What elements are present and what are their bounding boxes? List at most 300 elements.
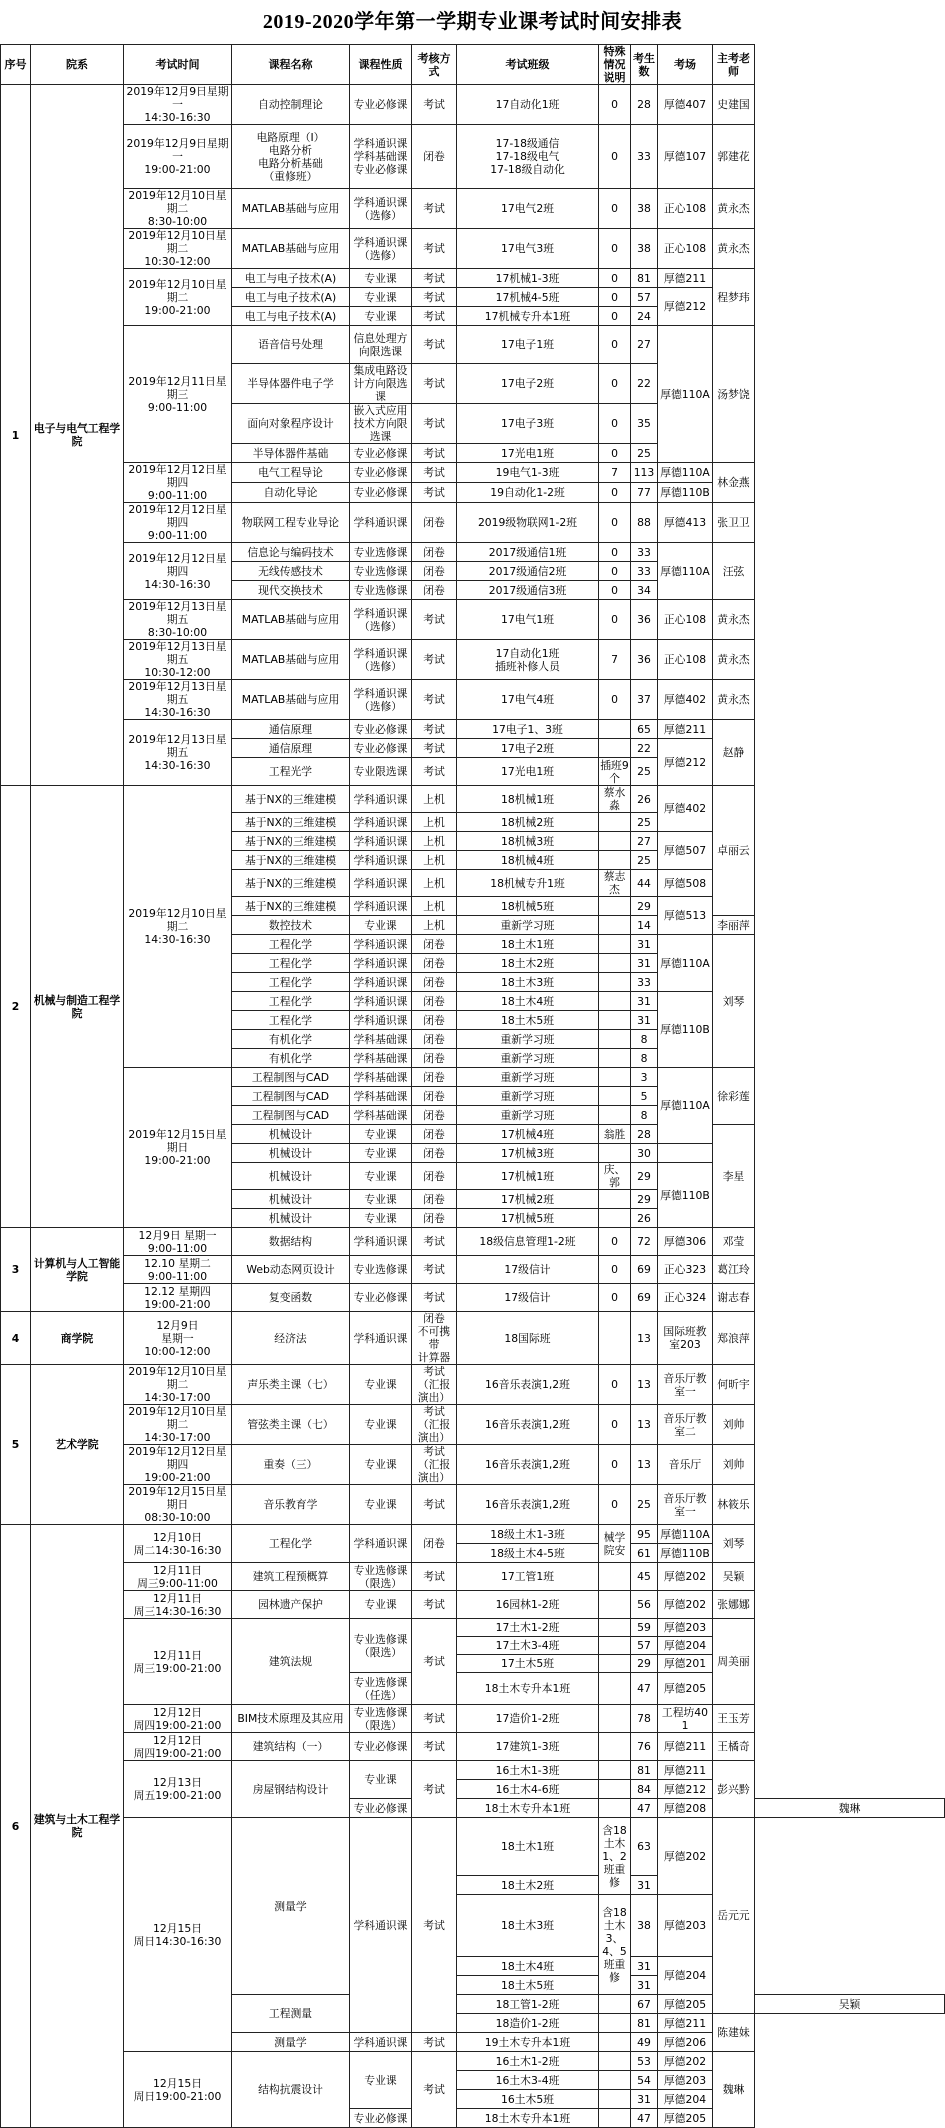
table-row xyxy=(1,1365,945,1405)
table-cell xyxy=(599,739,631,758)
table-cell: 3 xyxy=(631,1068,658,1087)
table-cell: 厚德110B xyxy=(658,483,713,503)
table-cell: 0 xyxy=(599,680,631,720)
table-cell xyxy=(599,1312,631,1365)
table-cell: 0 xyxy=(599,1228,631,1256)
table-cell: 厚德110A xyxy=(658,326,713,463)
table-cell: 考试 xyxy=(412,483,457,503)
table-cell: 重新学习班 xyxy=(457,1068,599,1087)
table-cell: 16音乐表演1,2班 xyxy=(457,1405,599,1445)
table-cell: 18级土木4-5班 xyxy=(457,1544,599,1563)
table-cell: 学科通识课 xyxy=(350,870,412,897)
table-cell xyxy=(599,1733,631,1761)
table-cell: 16土木5班 xyxy=(457,2090,599,2109)
table-cell: 音乐厅教室一 xyxy=(658,1485,713,1525)
table-cell: 18土木2班 xyxy=(457,954,599,973)
department-cell: 建筑与土木工程学院 xyxy=(31,1525,124,2128)
table-cell: 专业课 xyxy=(350,1144,412,1163)
table-row xyxy=(1,85,945,125)
table-cell: 学科通识课 （选修） xyxy=(350,680,412,720)
table-cell: 2017级通信1班 xyxy=(457,543,599,562)
table-cell: 16音乐表演1,2班 xyxy=(457,1365,599,1405)
table-cell: 专业必修课 xyxy=(350,2109,412,2128)
table-cell: 程梦玮 xyxy=(713,269,755,326)
table-cell: 67 xyxy=(631,1995,658,2014)
table-cell: 学科基础课 xyxy=(350,1068,412,1087)
table-cell: 工程测量 xyxy=(232,1995,350,2033)
table-cell: 学科通识课 学科基础课 专业必修课 xyxy=(350,125,412,189)
table-cell: 闭卷 xyxy=(412,581,457,600)
table-cell: 2019级物联网1-2班 xyxy=(457,503,599,543)
table-cell: 结构抗震设计 xyxy=(232,2052,350,2128)
table-cell xyxy=(599,1780,631,1799)
table-cell: 考试 xyxy=(412,1619,457,1705)
table-cell xyxy=(599,2109,631,2128)
table-cell: 88 xyxy=(631,503,658,543)
table-cell xyxy=(599,1761,631,1780)
department-cell: 商学院 xyxy=(31,1312,124,1365)
table-cell: 机械设计 xyxy=(232,1144,350,1163)
table-cell: 考试（汇报演出） xyxy=(412,1405,457,1445)
table-cell: 厚德107 xyxy=(658,125,713,189)
table-cell: 17机械1班 xyxy=(457,1163,599,1190)
table-cell: 考试 xyxy=(412,463,457,483)
table-cell: 0 xyxy=(599,600,631,640)
table-cell: 闭卷 xyxy=(412,1106,457,1125)
row-index: 2 xyxy=(1,786,31,1228)
table-cell: 2019年12月15日星期日 19:00-21:00 xyxy=(124,1068,232,1228)
table-cell: 闭卷 xyxy=(412,973,457,992)
table-cell: 厚德206 xyxy=(658,2033,713,2052)
table-cell: 闭卷 xyxy=(412,1163,457,1190)
table-cell: 厚德208 xyxy=(658,1799,713,1818)
table-cell: 76 xyxy=(631,1733,658,1761)
table-cell: 专业选修课 （限选） xyxy=(350,1619,412,1673)
table-cell: 魏琳 xyxy=(713,2052,755,2128)
table-cell: 2019年12月10日星期二 14:30-16:30 xyxy=(124,786,232,1068)
table-cell: 17机械4班 xyxy=(457,1125,599,1144)
table-cell: 学科通识课 （选修） xyxy=(350,229,412,269)
table-row xyxy=(1,786,945,813)
table-cell: 考试 xyxy=(412,640,457,680)
table-cell: 专业必修课 xyxy=(350,1733,412,1761)
table-cell: 考试 xyxy=(412,1733,457,1761)
table-cell: 17电气2班 xyxy=(457,189,599,229)
table-cell: 电工与电子技术(A) xyxy=(232,288,350,307)
table-row xyxy=(1,1256,945,1284)
table-cell: 专业必修课 xyxy=(350,739,412,758)
table-cell: 56 xyxy=(631,1591,658,1619)
table-cell: 0 xyxy=(599,1284,631,1312)
table-cell: 17电气1班 xyxy=(457,600,599,640)
table-cell: 通信原理 xyxy=(232,739,350,758)
table-cell: 数据结构 xyxy=(232,1228,350,1256)
table-cell: 18土木专升本1班 xyxy=(457,1799,599,1818)
table-cell: 28 xyxy=(631,1125,658,1144)
table-cell: 黄永杰 xyxy=(713,229,755,269)
table-cell: 基于NX的三维建模 xyxy=(232,870,350,897)
table-cell: 18机械3班 xyxy=(457,832,599,851)
table-cell: 音乐厅教室二 xyxy=(658,1405,713,1445)
table-cell: 厚德402 xyxy=(658,786,713,832)
table-cell: 28 xyxy=(631,85,658,125)
table-cell: 17自动化1班 插班补修人员 xyxy=(457,640,599,680)
table-cell: 考试 xyxy=(412,1591,457,1619)
table-cell: 54 xyxy=(631,2071,658,2090)
table-cell: 测量学 xyxy=(232,1818,350,1995)
table-row xyxy=(1,720,945,739)
table-cell: 庆、郭 xyxy=(599,1163,631,1190)
table-cell: 闭卷 xyxy=(412,503,457,543)
table-cell: 38 xyxy=(631,1895,658,1957)
table-cell: 电路原理（I） 电路分析 电路分析基础 （重修班） xyxy=(232,125,350,189)
table-cell: 17造价1-2班 xyxy=(457,1705,599,1733)
table-cell: 0 xyxy=(599,1485,631,1525)
table-cell: 王玉芳 xyxy=(713,1705,755,1733)
table-cell: 2019年12月13日星期五 14:30-16:30 xyxy=(124,720,232,786)
department-cell: 电子与电气工程学院 xyxy=(31,85,124,786)
table-cell: 考试 xyxy=(412,444,457,463)
table-cell: 厚德110A xyxy=(658,463,713,483)
table-cell: 16土木3-4班 xyxy=(457,2071,599,2090)
table-cell: 专业必修课 xyxy=(350,1799,412,1818)
table-cell xyxy=(599,1209,631,1228)
table-cell: 吴颖 xyxy=(755,1995,945,2014)
table-cell: 2019年12月12日星期四 19:00-21:00 xyxy=(124,1445,232,1485)
table-cell xyxy=(599,1673,631,1705)
table-cell: 工程光学 xyxy=(232,758,350,786)
table-cell: 机械设计 xyxy=(232,1209,350,1228)
table-cell: 19土木专升本1班 xyxy=(457,2033,599,2052)
table-cell: 学科通识课 xyxy=(350,897,412,916)
table-cell: 集成电路设计方向限选课 xyxy=(350,364,412,404)
table-cell: 专业选修课 xyxy=(350,562,412,581)
table-cell: 正心108 xyxy=(658,229,713,269)
table-cell: 考试 xyxy=(412,189,457,229)
table-cell: 16音乐表演1,2班 xyxy=(457,1485,599,1525)
header-cell: 序号 xyxy=(1,45,31,85)
table-cell: 12月11日 周三19:00-21:00 xyxy=(124,1619,232,1705)
table-cell: 徐彩莲 xyxy=(713,1068,755,1125)
table-cell: 14 xyxy=(631,916,658,935)
table-cell: 30 xyxy=(631,1144,658,1163)
table-cell: 卓丽云 xyxy=(713,786,755,916)
table-cell: 16音乐表演1,2班 xyxy=(457,1445,599,1485)
table-cell: 考试 xyxy=(412,2052,457,2128)
table-cell: 上机 xyxy=(412,897,457,916)
table-cell: 建筑结构（一） xyxy=(232,1733,350,1761)
table-cell: 专业必修课 xyxy=(350,444,412,463)
table-cell: 邓莹 xyxy=(713,1228,755,1256)
table-cell: 61 xyxy=(631,1544,658,1563)
table-cell: Web动态网页设计 xyxy=(232,1256,350,1284)
table-cell: 37 xyxy=(631,680,658,720)
table-cell: 专业必修课 xyxy=(350,1284,412,1312)
table-cell: 闭卷 xyxy=(412,1087,457,1106)
table-cell: 17机械2班 xyxy=(457,1190,599,1209)
table-cell: 专业课 xyxy=(350,1163,412,1190)
table-cell: 重新学习班 xyxy=(457,1087,599,1106)
table-cell: 重新学习班 xyxy=(457,1106,599,1125)
table-cell: 31 xyxy=(631,1976,658,1995)
table-cell: 上机 xyxy=(412,916,457,935)
table-cell: 王橘奇 xyxy=(713,1733,755,1761)
table-cell: 插班9个 xyxy=(600,758,629,785)
table-cell: 厚德508 xyxy=(658,870,713,897)
table-cell: 黄永杰 xyxy=(713,189,755,229)
table-cell xyxy=(599,973,631,992)
table-cell: 18机械2班 xyxy=(457,813,599,832)
table-row xyxy=(1,1525,945,1544)
table-cell: 学科通识课 xyxy=(350,1312,412,1365)
table-cell: 闭卷 xyxy=(412,1144,457,1163)
table-cell: 含18土木1、2班重修 xyxy=(599,1818,631,1895)
table-cell: 厚德204 xyxy=(658,2090,713,2109)
department-cell: 艺术学院 xyxy=(31,1365,124,1525)
table-cell: 33 xyxy=(631,973,658,992)
table-cell: 厚德306 xyxy=(658,1228,713,1256)
table-cell: 0 xyxy=(599,444,631,463)
table-cell: 17土木1-2班 xyxy=(457,1619,599,1637)
table-cell: 重新学习班 xyxy=(457,1049,599,1068)
table-cell: 16土木4-6班 xyxy=(457,1780,599,1799)
table-cell: 厚德205 xyxy=(658,1995,713,2014)
table-cell: 29 xyxy=(631,897,658,916)
table-cell: 12月15日 周日14:30-16:30 xyxy=(124,1818,232,2052)
table-cell: 38 xyxy=(631,229,658,269)
table-cell: 53 xyxy=(631,2052,658,2071)
table-cell: 嵌入式应用技术方向限选课 xyxy=(350,404,412,444)
table-cell: 陈建妹 xyxy=(713,2014,755,2052)
table-cell: 学科基础课 xyxy=(350,1049,412,1068)
table-cell: MATLAB基础与应用 xyxy=(232,189,350,229)
table-cell: 18土木3班 xyxy=(457,1895,599,1957)
department-cell: 机械与制造工程学院 xyxy=(31,786,124,1228)
table-cell: 81 xyxy=(631,2014,658,2033)
table-row xyxy=(1,1284,945,1312)
table-cell: 现代交换技术 xyxy=(232,581,350,600)
table-cell: 2019年12月12日星期四 14:30-16:30 xyxy=(124,543,232,600)
table-cell: 厚德202 xyxy=(658,1563,713,1591)
table-cell: 29 xyxy=(631,1163,658,1190)
table-row xyxy=(1,680,945,720)
table-cell: 厚德402 xyxy=(658,680,713,720)
table-cell: 25 xyxy=(631,813,658,832)
table-cell: 蔡水淼 xyxy=(599,786,631,813)
table-cell: 闭卷 xyxy=(412,1190,457,1209)
table-cell: 工程化学 xyxy=(232,992,350,1011)
table-cell: 刘琴 xyxy=(713,935,755,1068)
table-cell: 专业课 xyxy=(350,1591,412,1619)
header-cell: 主考老师 xyxy=(713,45,755,85)
table-cell: 26 xyxy=(631,1209,658,1228)
table-cell: 闭卷 xyxy=(412,1125,457,1144)
table-cell: 信息论与编码技术 xyxy=(232,543,350,562)
table-cell: 学科通识课 xyxy=(350,851,412,870)
table-cell: 18级信息管理1-2班 xyxy=(457,1228,599,1256)
table-cell: 工程制图与CAD xyxy=(232,1068,350,1087)
table-cell: 无线传感技术 xyxy=(232,562,350,581)
table-cell: 李丽萍 xyxy=(713,916,755,935)
table-cell: 闭卷 xyxy=(412,992,457,1011)
table-cell: 69 xyxy=(631,1284,658,1312)
table-cell: 专业课 xyxy=(350,1485,412,1525)
table-cell: 18土木5班 xyxy=(457,1976,599,1995)
table-cell: 专业课 xyxy=(350,269,412,288)
header-cell: 课程名称 xyxy=(232,45,350,85)
table-cell: 12月10日 周二14:30-16:30 xyxy=(124,1525,232,1563)
table-cell: 25 xyxy=(631,851,658,870)
table-cell: 学科通识课 xyxy=(350,786,412,813)
table-cell: 有机化学 xyxy=(232,1049,350,1068)
table-cell: 学科通识课 xyxy=(350,1525,412,1563)
table-cell: 29 xyxy=(631,1190,658,1209)
table-cell: 学科通识课 xyxy=(350,973,412,992)
table-cell: 13 xyxy=(631,1312,658,1365)
table-cell: 工程化学 xyxy=(232,954,350,973)
table-cell: 专业必修课 xyxy=(350,483,412,503)
table-cell: 31 xyxy=(631,954,658,973)
table-cell: 厚德211 xyxy=(658,2014,713,2033)
table-cell: 12月13日 周五19:00-21:00 xyxy=(124,1761,232,1818)
table-cell: 工程坊401 xyxy=(658,1705,713,1733)
table-cell xyxy=(599,1011,631,1030)
table-cell: 81 xyxy=(631,269,658,288)
table-cell: 35 xyxy=(631,404,658,444)
table-cell: 厚德211 xyxy=(658,1761,713,1780)
table-cell: 学科通识课 xyxy=(350,992,412,1011)
table-cell: 闭卷 xyxy=(412,954,457,973)
table-cell: 18机械1班 xyxy=(457,786,599,813)
table-cell: 专业课 xyxy=(350,307,412,326)
table-cell: 69 xyxy=(631,1256,658,1284)
table-cell: 专业选修课 （任选） xyxy=(350,1673,412,1705)
table-cell: 刘帅 xyxy=(713,1445,755,1485)
table-cell: 有机化学 xyxy=(232,1030,350,1049)
table-cell: 63 xyxy=(631,1818,658,1876)
table-cell: 18机械5班 xyxy=(457,897,599,916)
table-row xyxy=(1,2052,945,2071)
table-cell: 厚德211 xyxy=(658,269,713,288)
table-cell: 45 xyxy=(631,1563,658,1591)
table-cell: 57 xyxy=(631,288,658,307)
table-row xyxy=(1,1619,945,1637)
table-cell: 2019年12月10日星期二 19:00-21:00 xyxy=(124,269,232,326)
table-cell: 12月9日 星期一 9:00-11:00 xyxy=(124,1228,232,1256)
table-cell: 上机 xyxy=(412,786,457,813)
table-cell: 闭卷 xyxy=(412,1030,457,1049)
table-cell xyxy=(599,1619,631,1637)
table-cell: 113 xyxy=(631,463,658,483)
table-cell: 房屋钢结构设计 xyxy=(232,1761,350,1818)
table-cell: 彭兴黔 xyxy=(713,1761,755,1818)
table-row xyxy=(1,269,945,288)
table-cell: 专业课 xyxy=(350,1125,412,1144)
table-cell: 闭卷 xyxy=(412,125,457,189)
table-cell: 园林遗产保护 xyxy=(232,1591,350,1619)
table-cell: 2019年12月12日星期四 9:00-11:00 xyxy=(124,463,232,503)
table-cell: 12月12日 周四19:00-21:00 xyxy=(124,1705,232,1733)
table-cell: 正心323 xyxy=(658,1256,713,1284)
table-cell: 31 xyxy=(631,1876,658,1895)
table-row xyxy=(1,1228,945,1256)
table-cell: 考试 xyxy=(412,600,457,640)
table-cell: 学科基础课 xyxy=(350,1106,412,1125)
table-cell: 音乐厅教室一 xyxy=(658,1365,713,1405)
table-cell: 电气工程导论 xyxy=(232,463,350,483)
table-cell: 闭卷 不可携带 计算器 xyxy=(412,1312,457,1365)
table-cell: 吴颖 xyxy=(713,1563,755,1591)
table-cell: 重新学习班 xyxy=(457,916,599,935)
table-cell: 数控技术 xyxy=(232,916,350,935)
table-cell xyxy=(599,1049,631,1068)
table-cell: MATLAB基础与应用 xyxy=(232,229,350,269)
table-cell: 学科基础课 xyxy=(350,1087,412,1106)
table-cell: 12月11日 周三14:30-16:30 xyxy=(124,1591,232,1619)
table-cell: 专业课 xyxy=(350,1190,412,1209)
table-cell: 张娜娜 xyxy=(713,1591,755,1619)
table-cell: 学科通识课 （选修） xyxy=(350,189,412,229)
table-cell: 厚德205 xyxy=(658,1673,713,1705)
table-cell: 厚德110A xyxy=(658,935,713,992)
table-cell: 47 xyxy=(631,2109,658,2128)
table-cell: 闭卷 xyxy=(412,1525,457,1563)
table-cell: 信息处理方向限选课 xyxy=(350,326,412,364)
table-cell: 厚德507 xyxy=(658,832,713,870)
table-cell: 电工与电子技术(A) xyxy=(232,269,350,288)
table-cell: 厚德203 xyxy=(658,2071,713,2090)
table-cell: 38 xyxy=(631,189,658,229)
table-cell: 含18土木3、4、5班重修 xyxy=(599,1895,631,1995)
department-cell: 计算机与人工智能学院 xyxy=(31,1228,124,1312)
table-cell: 0 xyxy=(599,1405,631,1445)
table-cell: 考试 xyxy=(412,720,457,739)
table-cell: 张卫卫 xyxy=(713,503,755,543)
table-cell: 管弦类主课（七） xyxy=(232,1405,350,1445)
table-cell xyxy=(599,1705,631,1733)
table-cell: 专业选修课 xyxy=(350,581,412,600)
table-cell: 17电子1班 xyxy=(457,326,599,364)
table-cell xyxy=(599,1144,631,1163)
table-cell: 专业课 xyxy=(350,916,412,935)
table-cell: 经济法 xyxy=(232,1312,350,1365)
table-cell: 翁胜 xyxy=(599,1125,631,1144)
table-cell: 33 xyxy=(631,125,658,189)
table-cell: 24 xyxy=(631,307,658,326)
header-cell: 考试班级 xyxy=(457,45,599,85)
table-cell: 厚德204 xyxy=(658,1957,713,1995)
table-cell: 黄永杰 xyxy=(713,640,755,680)
table-row xyxy=(1,600,945,640)
table-cell: 考试 xyxy=(412,269,457,288)
table-cell xyxy=(599,813,631,832)
table-cell: 17-18级通信 17-18级电气 17-18级自动化 xyxy=(457,125,599,189)
table-cell: 正心108 xyxy=(658,189,713,229)
table-cell xyxy=(599,2014,631,2033)
table-cell: 95 xyxy=(631,1525,658,1544)
header-cell: 考试时间 xyxy=(124,45,232,85)
table-cell: 考试 xyxy=(412,1256,457,1284)
table-cell: 16土木1-2班 xyxy=(457,2052,599,2071)
table-cell: 17电子3班 xyxy=(457,404,599,444)
table-cell: 闭卷 xyxy=(412,543,457,562)
table-cell: 测量学 xyxy=(232,2033,350,2052)
table-cell: 考试 xyxy=(412,680,457,720)
table-cell: 22 xyxy=(631,364,658,404)
table-cell: 84 xyxy=(631,1780,658,1799)
table-cell: 考试 xyxy=(412,2033,457,2052)
table-row xyxy=(1,229,945,269)
